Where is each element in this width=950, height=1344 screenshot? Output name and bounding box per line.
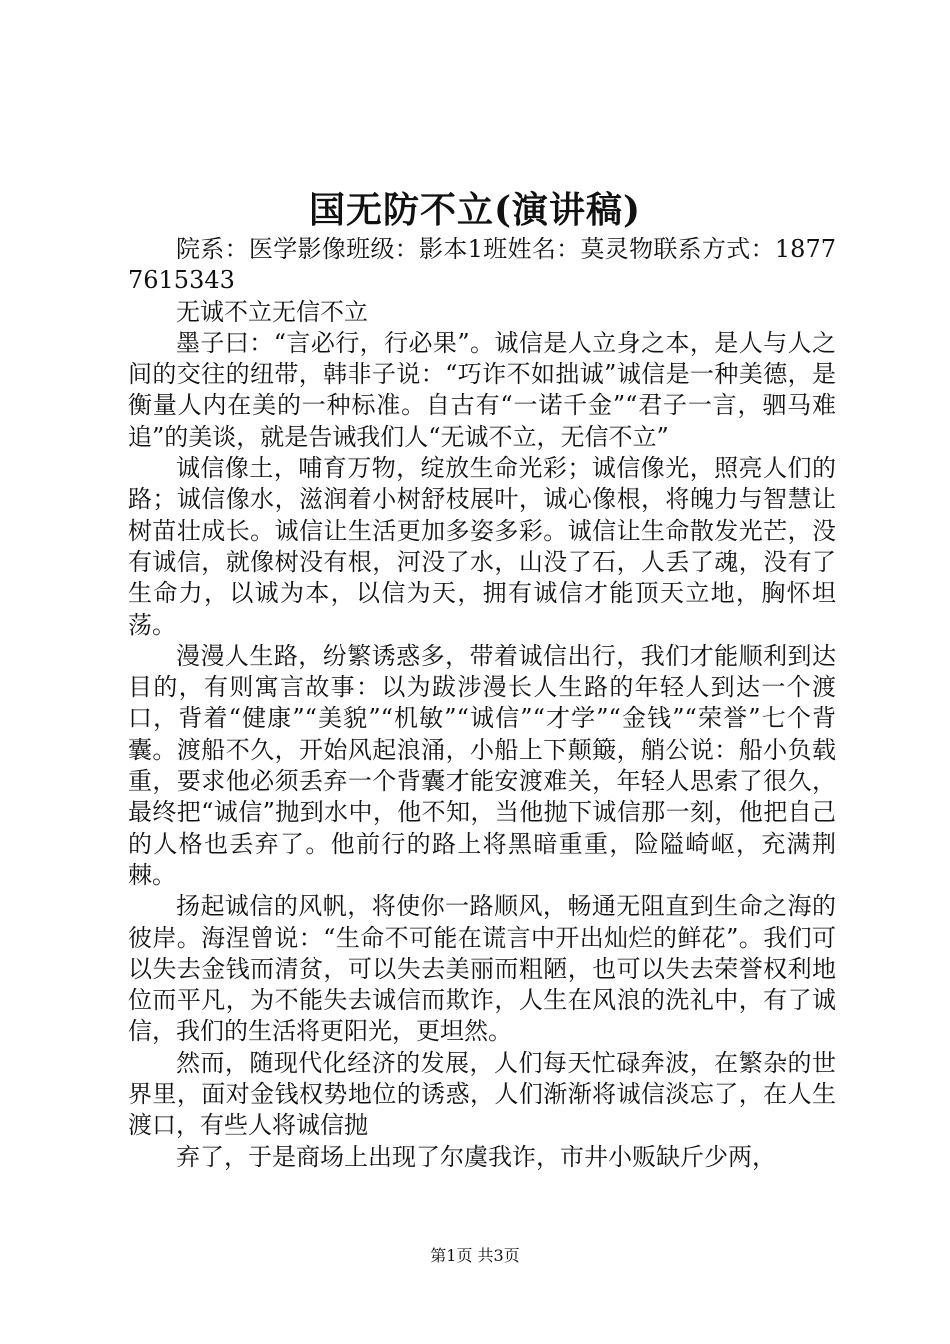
- page-footer: 第1页 共3页: [430, 1246, 520, 1265]
- paragraph: 扬起诚信的风帆，将使你一路顺风，畅通无阻直到生命之海的彼岸。海涅曾说：“生命不可能在谎言中开出灿烂的鲜花”。我们可以失去金钱而清贫，可以失去美丽而粗陋，也可以失去荣誉权利地位而平凡，为不能失去诚信而欺诈，人生在风浪的洗礼中，有了诚信，我们的生活将更阳光，更坦然。: [128, 892, 836, 1046]
- paragraph-subtitle: 无诚不立无信不立: [176, 297, 368, 326]
- document-body: [128, 234, 836, 1173]
- document-title: 国无防不立(演讲稿): [308, 189, 642, 231]
- paragraph: 漫漫人生路，纷繁诱惑多，带着诚信出行，我们才能顺利到达目的，有则寓言故事：以为跋涉漫长人生路的年轻人到达一个渡口，背着“健康”“美貌”“机敏”“诚信”“才学”“金钱”“荣誉”七个背囊。渡船不久，开始风起浪涌，小船上下颠簸，艄公说：船小负载重，要求他必须丢弃一个背囊才能安渡难关，年轻人思索了很久，最终把“诚信”抛到水中，他不知，当他抛下诚信那一刻，他把自己的人格也丢弃了。他前行的路上将黑暗重重，险隘崎岖，充满荆棘。: [128, 641, 836, 889]
- paragraph: 弃了，于是商场上出现了尔虞我诈，市井小贩缺斤少两，: [176, 1142, 776, 1171]
- paragraph: 墨子曰：“言必行，行必果”。诚信是人立身之本，是人与人之间的交往的纽带，韩非子说：“巧诈不如拙诚”诚信是一种美德，是衡量人内在美的一种标准。自古有“一诺千金”“君子一言，驷马难追”的美谈，就是告诫我们人“无诚不立，无信不立”: [128, 328, 836, 451]
- author-info-line: 院系：医学影像班级：影本1班姓名：莫灵物联系方式：18777615343: [128, 235, 836, 295]
- paragraph: 然而，随现代化经济的发展，人们每天忙碌奔波，在繁杂的世界里，面对金钱权势地位的诱惑，人们渐渐将诚信淡忘了，在人生渡口，有些人将诚信抛: [128, 1048, 836, 1140]
- paragraph: 诚信像土，哺育万物，绽放生命光彩；诚信像光，照亮人们的路；诚信像水，滋润着小树舒枝展叶，诚心像根，将魄力与智慧让树苗壮成长。诚信让生活更加多姿多彩。诚信让生命散发光芒，没有诚信，就像树没有根，河没了水，山没了石，人丢了魂，没有了生命力，以诚为本，以信为天，拥有诚信才能顶天立地，胸怀坦荡。: [128, 454, 836, 639]
